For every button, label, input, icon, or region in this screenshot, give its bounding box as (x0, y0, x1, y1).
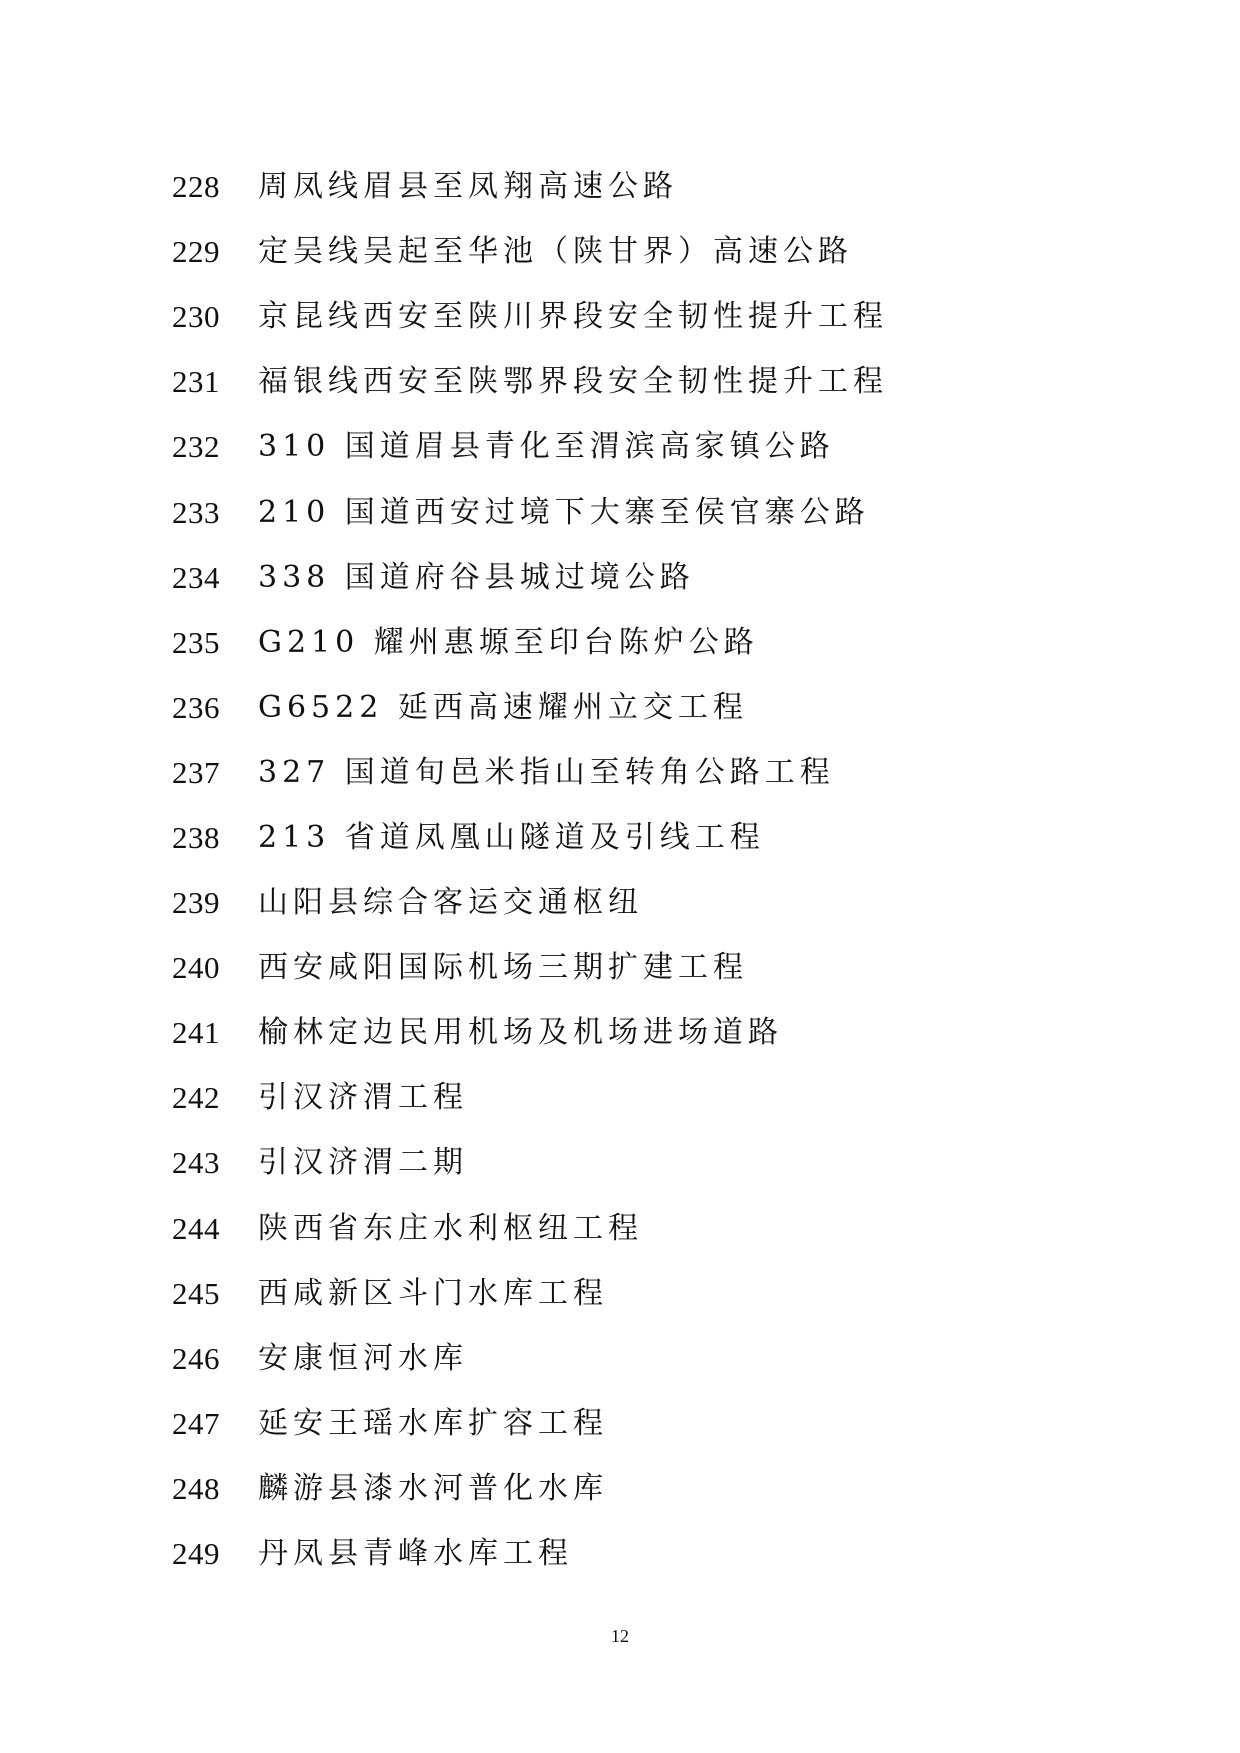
item-number: 248 (172, 1470, 220, 1506)
item-title: G210 耀州惠塬至印台陈炉公路 (258, 624, 759, 660)
list-item (172, 1521, 1172, 1586)
list-item (172, 414, 1172, 479)
item-title: 引汉济渭二期 (258, 1145, 468, 1181)
list-item (172, 1261, 1172, 1326)
item-number: 238 (172, 819, 220, 855)
item-title: 327 国道旬邑米指山至转角公路工程 (258, 754, 835, 790)
item-number: 242 (172, 1080, 220, 1116)
list-item (172, 740, 1172, 805)
project-list (172, 154, 1172, 1586)
item-number: 231 (172, 364, 220, 400)
list-item (172, 349, 1172, 414)
item-number: 229 (172, 234, 220, 270)
item-title: 山阳县综合客运交通枢纽 (258, 885, 643, 921)
item-number: 232 (172, 429, 220, 465)
item-title: 京昆线西安至陕川界段安全韧性提升工程 (258, 299, 888, 335)
list-item (172, 284, 1172, 349)
list-item (172, 1456, 1172, 1521)
item-title: 定吴线吴起至华池（陕甘界）高速公路 (258, 234, 853, 270)
list-item (172, 1130, 1172, 1195)
item-title: 213 省道凤凰山隧道及引线工程 (258, 819, 765, 855)
item-title: 引汉济渭工程 (258, 1080, 468, 1116)
list-item (172, 1391, 1172, 1456)
item-title: 丹凤县青峰水库工程 (258, 1536, 573, 1572)
list-item (172, 805, 1172, 870)
list-item (172, 545, 1172, 610)
item-number: 237 (172, 754, 220, 790)
item-title: 西安咸阳国际机场三期扩建工程 (258, 950, 748, 986)
list-item (172, 1326, 1172, 1391)
item-number: 239 (172, 885, 220, 921)
list-item (172, 610, 1172, 675)
item-title: 338 国道府谷县城过境公路 (258, 559, 695, 595)
list-item (172, 1196, 1172, 1261)
item-title: 延安王瑶水库扩容工程 (258, 1405, 608, 1441)
item-number: 247 (172, 1405, 220, 1441)
item-number: 228 (172, 169, 220, 205)
item-number: 230 (172, 299, 220, 335)
item-number: 241 (172, 1015, 220, 1051)
list-item (172, 154, 1172, 219)
item-title: 安康恒河水库 (258, 1340, 468, 1376)
item-number: 235 (172, 624, 220, 660)
list-item (172, 479, 1172, 544)
item-title: 周凤线眉县至凤翔高速公路 (258, 169, 678, 205)
item-number: 240 (172, 950, 220, 986)
list-item (172, 219, 1172, 284)
page-number: 12 (611, 1626, 629, 1646)
list-item (172, 1065, 1172, 1130)
item-number: 249 (172, 1536, 220, 1572)
list-item (172, 870, 1172, 935)
item-number: 245 (172, 1275, 220, 1311)
item-number: 243 (172, 1145, 220, 1181)
item-number: 236 (172, 689, 220, 725)
item-title: 陕西省东庄水利枢纽工程 (258, 1210, 643, 1246)
item-title: 210 国道西安过境下大寨至侯官寨公路 (258, 494, 870, 530)
item-title: 榆林定边民用机场及机场进场道路 (258, 1015, 783, 1051)
item-number: 244 (172, 1210, 220, 1246)
item-title: 310 国道眉县青化至渭滨高家镇公路 (258, 429, 835, 465)
item-number: 234 (172, 559, 220, 595)
item-title: 福银线西安至陕鄂界段安全韧性提升工程 (258, 364, 888, 400)
item-number: 246 (172, 1340, 220, 1376)
list-item (172, 675, 1172, 740)
list-item (172, 935, 1172, 1000)
list-item (172, 1000, 1172, 1065)
item-number: 233 (172, 494, 220, 530)
item-title: 西咸新区斗门水库工程 (258, 1275, 608, 1311)
item-title: 麟游县漆水河普化水库 (258, 1470, 608, 1506)
item-title: G6522 延西高速耀州立交工程 (258, 689, 748, 725)
